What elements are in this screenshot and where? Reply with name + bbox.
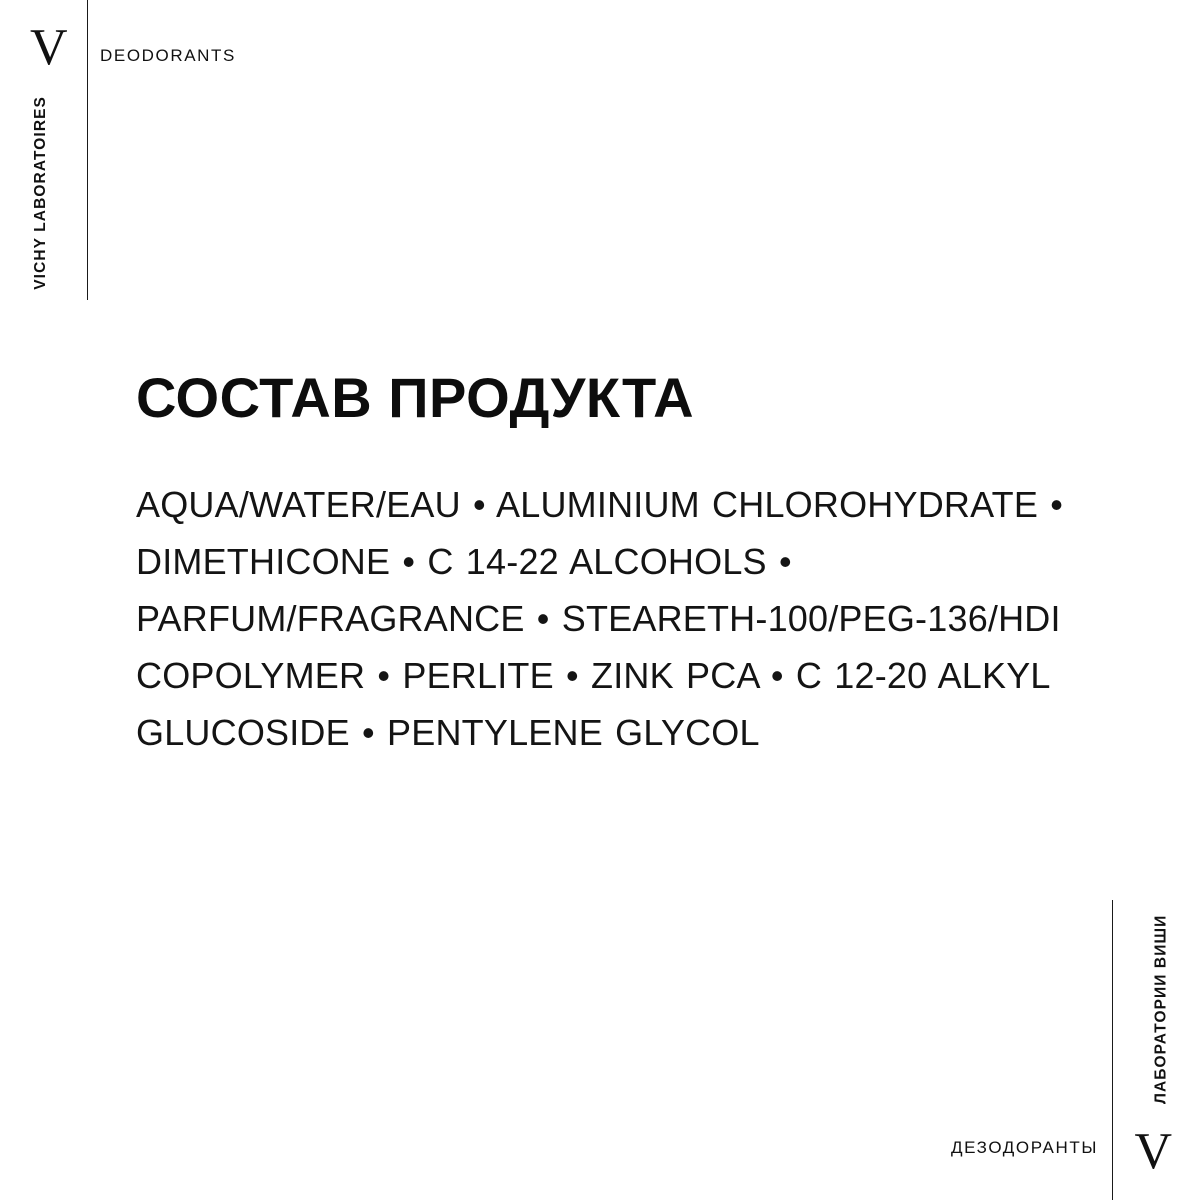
category-label-top: DEODORANTS <box>100 46 236 65</box>
vichy-logo-icon-bottom: V <box>1134 1123 1172 1180</box>
brand-name-vertical-right: ЛАБОРАТОРИИ ВИШИ <box>1152 914 1169 1104</box>
divider-vertical-bottom-right <box>1112 900 1113 1200</box>
main-content <box>136 368 1076 761</box>
brand-block-top-left <box>0 0 88 300</box>
category-label-bottom: ДЕЗОДОРАНТЫ <box>951 1138 1098 1157</box>
brand-name-vertical-left: VICHY LABORATOIRES <box>32 96 49 290</box>
divider-vertical-top-left <box>87 0 88 300</box>
ingredients-list: AQUA/WATER/EAU • ALUMINIUM CHLOROHYDRATE • DIMETHICONE • C 14-22 ALCOHOLS • PARFUM/FRAGRANCE • STEARETH-100/PEG-136/HDI COPOLYMER • PERLITE • ZINK PCA • C 12-20 ALKYL GLUCOSIDE • PENTYLENE GLYCOL <box>136 484 1064 753</box>
brand-block-bottom-right <box>1112 900 1200 1200</box>
vichy-logo-icon: V <box>30 19 68 76</box>
page-title: СОСТАВ ПРОДУКТА <box>136 366 695 429</box>
